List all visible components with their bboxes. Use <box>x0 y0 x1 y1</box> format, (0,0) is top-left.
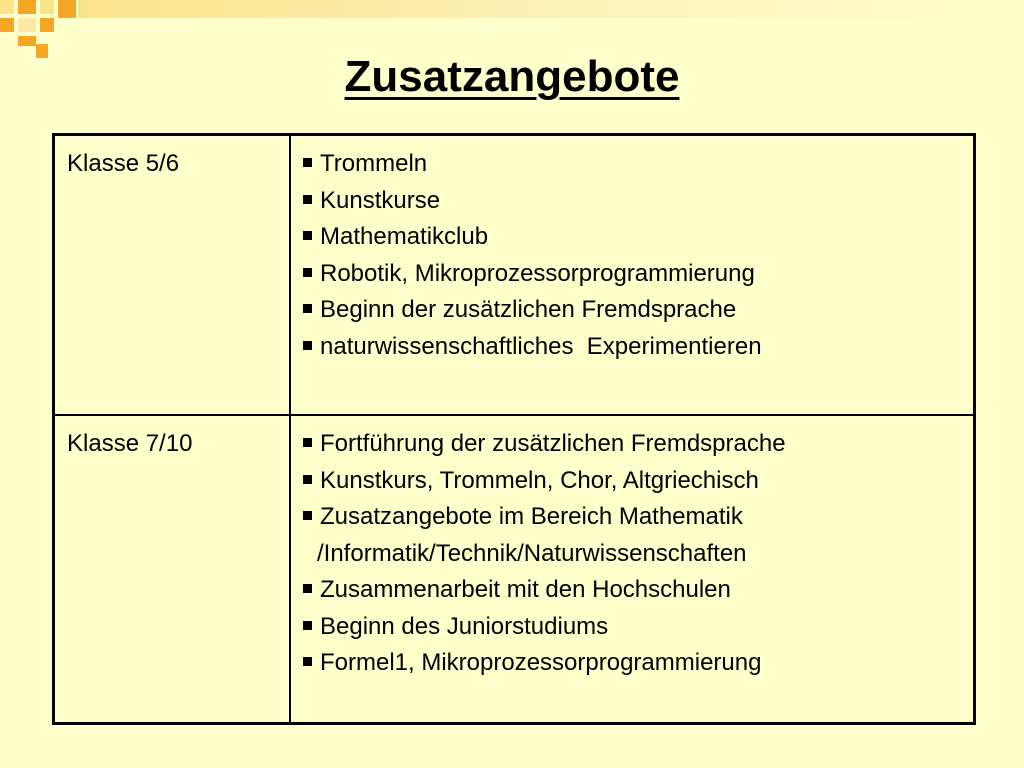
table-row <box>54 415 975 724</box>
list-item <box>303 183 973 220</box>
list-item <box>303 463 973 500</box>
decor-square <box>18 18 36 32</box>
offers-table <box>52 133 976 725</box>
top-gradient-band <box>78 0 1024 18</box>
list-item-text: Formel1, Mikroprozessorprogrammierung <box>320 649 762 676</box>
square-bullet-icon <box>303 231 312 240</box>
list-item-text: Robotik, Mikroprozessorprogrammierung <box>320 259 755 287</box>
list-item-text: Mathematikclub <box>320 223 489 250</box>
decor-square <box>18 0 36 14</box>
list-item-text: Kunstkurse <box>320 186 441 214</box>
list-item <box>303 426 973 463</box>
list-item-continuation <box>303 536 973 573</box>
square-bullet-icon <box>303 584 312 593</box>
list-item <box>303 146 973 183</box>
square-bullet-icon <box>303 195 312 204</box>
list-item <box>303 572 973 609</box>
slide-title-text: Zusatzangebote <box>344 52 680 101</box>
table-row <box>54 135 975 416</box>
offers-cell <box>290 415 975 724</box>
list-item <box>303 219 973 256</box>
class-label-cell <box>54 135 291 416</box>
list-item-text: Zusammenarbeit mit den Hochschulen <box>320 576 731 603</box>
square-bullet-icon <box>303 158 312 167</box>
list-item-text: Kunstkurs, Trommeln, Chor, Altgriechisch <box>320 466 759 494</box>
list-item <box>303 499 973 536</box>
square-bullet-icon <box>303 621 312 630</box>
square-bullet-icon <box>303 304 312 313</box>
list-item-text: Zusatzangebote im Bereich Mathematik <box>320 503 743 530</box>
decor-square <box>40 18 54 32</box>
list-item <box>303 329 973 366</box>
list-item <box>303 256 973 293</box>
corner-decoration <box>0 0 1024 60</box>
list-item-text: Beginn des Juniorstudiums <box>320 612 609 640</box>
class-label: Klasse 5/6 <box>67 150 180 177</box>
square-bullet-icon <box>303 268 312 277</box>
list-item <box>303 609 973 646</box>
list-item <box>303 292 973 329</box>
decor-square <box>58 0 76 18</box>
square-bullet-icon <box>303 341 312 350</box>
list-item <box>303 645 973 682</box>
square-bullet-icon <box>303 438 312 447</box>
slide-title <box>0 52 1024 102</box>
decor-square <box>40 0 54 14</box>
square-bullet-icon <box>303 511 312 520</box>
decor-square <box>0 0 14 14</box>
list-item-text: Beginn der zusätzlichen Fremdsprache <box>320 296 737 323</box>
class-label-cell <box>54 415 291 724</box>
list-item-text: Fortführung der zusätzlichen Fremdsprache <box>320 430 786 457</box>
list-item-text: naturwissenschaftliches Experimentieren <box>320 332 762 360</box>
list-item-text: Trommeln <box>320 150 428 177</box>
class-label: Klasse 7/10 <box>67 430 193 457</box>
decor-square <box>0 18 14 32</box>
offers-cell <box>290 135 975 416</box>
square-bullet-icon <box>303 657 312 666</box>
list-item-text: /Informatik/Technik/Naturwissenschaften <box>317 539 747 567</box>
square-bullet-icon <box>303 475 312 484</box>
decor-square <box>18 36 36 46</box>
